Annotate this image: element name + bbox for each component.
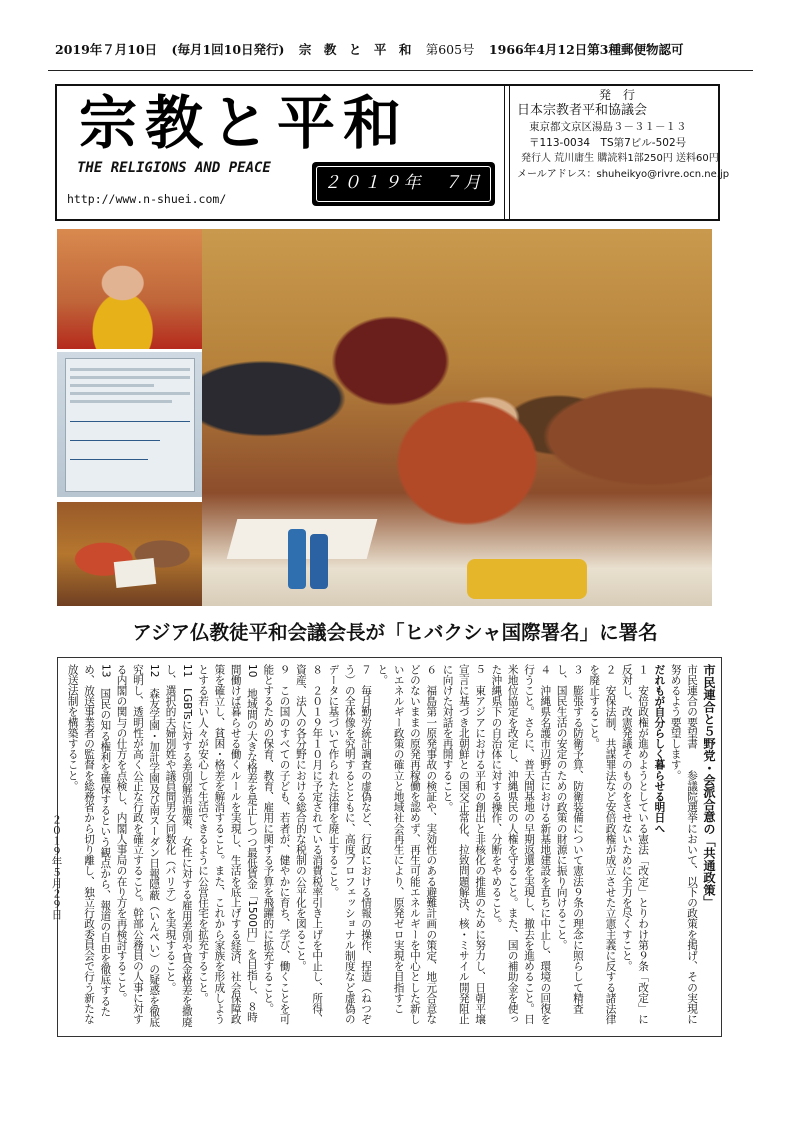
policy-item: ８ ２０１９年１０月に予定されている消費税率引き上げを中止し、所得、資産、法人の各分野における総合的な税制の公平化を図ること。 <box>294 664 324 1025</box>
website-url[interactable]: http://www.n-shuei.com/ <box>67 192 227 206</box>
newspaper-title: 宗教と平和 <box>79 89 410 157</box>
policy-item: １ 安倍政権が進めようとしている憲法「改定」とりわけ第９条「改定」に反対し、改憲発議そのものをさせないために全力を尽くすこと。 <box>620 664 650 1025</box>
mail-permit: 1966年4月12日第3種郵便物認可 <box>488 42 684 57</box>
issue-date: 2019年７月10日 <box>55 42 158 57</box>
article-subtitle: だれもが自分らしく暮らせる明日へ <box>653 664 666 834</box>
article-title: 市民連合と５野党・会派合意の「共通政策」 <box>702 664 716 908</box>
newspaper-title-english: THE RELIGIONS AND PEACE <box>77 160 271 176</box>
publisher-org: 日本宗教者平和協議会 <box>517 103 648 118</box>
article-box <box>50 657 722 1037</box>
issue-date-text: ２０１９年 ７月 <box>316 166 491 202</box>
policy-item: ９ この国のすべての子ども、若者が、健やかに育ち、学び、働くことを可能とするための保育、教育、雇用に関する予算を飛躍的に拡充すること。 <box>262 664 291 1025</box>
publisher-email: メールアドレス：shuheikyo@rivre.ocn.ne.jp <box>517 169 730 180</box>
publisher-person: 発行人 荒川庸生 購読料1部250円 送料60円 <box>521 153 719 164</box>
publisher-label: 発 行 <box>598 88 635 102</box>
policy-item: ５ 東アジアにおける平和の創出と非核化の推進のために努力し、日朝平壌宣言に基づき北朝鮮との国交正常化、拉致問題解決、核・ミサイル開発阻止に向けた対話を再開すること。 <box>441 664 487 1025</box>
article-text <box>50 664 717 1030</box>
title-area <box>57 86 507 219</box>
policy-item: ４ 沖縄県名護市辺野古における新基地建設を直ちに中止し、環境の回復を行うこと。さらに、普天間基地の早期返還を実現し、撤去を進めること。日米地位協定を改定し、沖縄県民の人権を守ること。また、国の補助金を使った沖縄県下の自治体に対する操作、分断をやめること。 <box>490 664 552 1025</box>
policy-item: 10 地域間の大きな格差を是正しつつ最低賃金「1500円」を目指し、８時間働けば暮らせる働くルールを実現し、生活を底上げする経済、社会保障政策を確立し、貧困・格差を解消すること。また、これから家族を形成しようとする若い人々が安心して生活できるように公営住宅を拡充すること。 <box>197 664 258 1025</box>
water-bottle <box>288 529 306 589</box>
masthead <box>55 84 730 221</box>
article-lead: 市民連合の要望書 参議院選挙において、以下の政策を掲げ、その実現に努めるよう要望します。 <box>669 664 698 1025</box>
main-signing-photo <box>202 229 712 606</box>
policy-item: 13 国民の知る権利を確保するという観点から、報道の自由を徹底するため、放送事業者の監督を総務省から切り離し、独立行政委員会で行う新たな放送法制を構築すること。 <box>66 664 112 1025</box>
policy-item: ３ 膨張する防衛予算、防衛装備について憲法９条の理念に照らして精査し、国民生活の安定のための政策の財源に振り向けること。 <box>555 664 584 1014</box>
policy-item: ６ 福島第一原発事故の検証や、実効性のある避難計画の策定、地元合意などのないままの原発再稼働を認めず、再生可能エネルギーを中心とした新しいエネルギー政策の確立と地域社会再生により、原発ゼロ実現を目指すこと。 <box>376 664 438 1025</box>
policy-item: ２ 安保法制、共謀罪法など安倍政権が成立させた立憲主義に反する諸法律を廃止すること。 <box>588 664 617 1025</box>
masthead-divider <box>504 86 510 219</box>
main-headline: アジア仏教徒平和会議会長が「ヒバクシャ国際署名」に署名 <box>132 621 658 644</box>
publisher-info <box>517 88 730 216</box>
signature-document <box>65 358 195 492</box>
held-card <box>114 558 156 588</box>
issue-info-line <box>55 40 755 64</box>
policy-item: 12 森友学園・加計学園及び南スーダン日報隠蔽（いんぺい）の疑惑を徹底究明し、透明性が高く公正な行政を確立すること。幹部公務員の人事に対する内閣の関与の仕方を点検し、内閣人事局の在り方を再検討すること。 <box>115 664 161 1028</box>
publisher-postal: 〒113-0034 TS第7ビル-502号 <box>529 137 687 149</box>
bottom-left-photo <box>57 502 203 606</box>
issue-date-badge <box>312 162 495 206</box>
yellow-cloth <box>467 559 587 599</box>
top-left-photo <box>57 229 203 349</box>
policy-item: 11 LGBTsに対する差別解消施策、女性に対する雇用差別や賃金格差を撤廃し、選択的夫婦別姓や議員間男女同数化（パリテ）を実現すること。 <box>164 664 193 1028</box>
publisher-address: 東京都文京区湯島３－３１－１３ <box>529 121 687 133</box>
policy-item: ７ 毎月勤労統計調査の虚偽など、行政における情報の操作、捏造（ねつぞう）の全体像を究明するとともに、高度プロフェッショナル制度など虚偽のデータに基づいて作られた法律を廃止すること。 <box>327 664 373 1025</box>
water-bottle <box>310 534 328 589</box>
paper-name: 宗 教 と 平 和 <box>298 42 412 57</box>
signature-document-photo <box>57 352 203 497</box>
top-divider <box>48 70 753 71</box>
issue-number: 第605号 <box>425 42 475 57</box>
article-date: ２０１９年５月２９日 <box>50 814 63 920</box>
issue-frequency: (毎月1回10日発行) <box>171 42 285 57</box>
